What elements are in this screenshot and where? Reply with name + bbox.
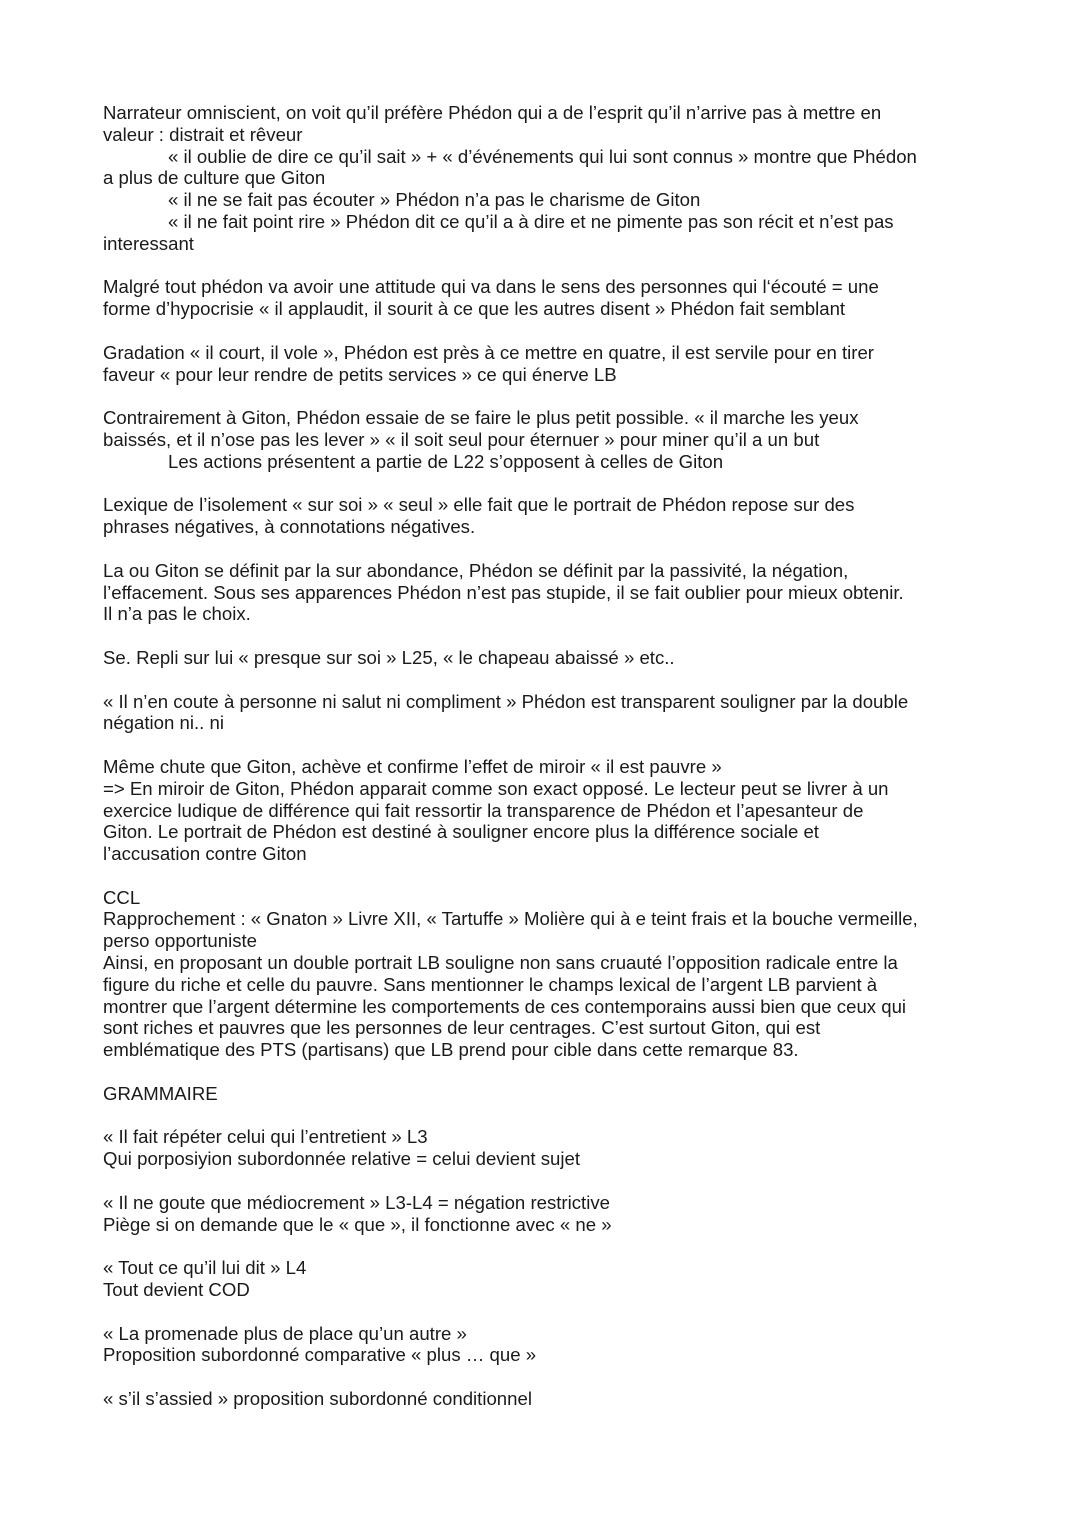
text-line: Lexique de l’isolement « sur soi » « seul » elle fait que le portrait de Phédon repose sur des — [103, 494, 855, 516]
text-line: « il ne fait point rire » Phédon dit ce qu’il a à dire et ne pimente pas son récit et n’est pas — [168, 210, 894, 232]
text-line: phrases négatives, à connotations négatives. — [103, 516, 476, 538]
text-line: GRAMMAIRE — [103, 1082, 218, 1104]
text-line: perso opportuniste — [103, 930, 258, 952]
text-line: « Il n’en coute à personne ni salut ni compliment » Phédon est transparent souligner par la double — [103, 690, 909, 712]
text-line: montrer que l’argent détermine les comportements de ces contemporains aussi bien que ceux qui — [103, 995, 907, 1017]
text-line: Piège si on demande que le « que », il fonctionne avec « ne » — [103, 1213, 612, 1235]
text-line: « il ne se fait pas écouter » Phédon n’a pas le charisme de Giton — [168, 189, 701, 211]
text-line: Gradation « il court, il vole », Phédon est près à ce mettre en quatre, il est servile pour en tirer — [103, 341, 874, 363]
paragraph — [103, 887, 983, 1061]
document-page — [103, 102, 983, 1432]
text-line: Giton. Le portrait de Phédon est destiné à souligner encore plus la différence sociale et — [103, 821, 819, 843]
text-line: « il oublie de dire ce qu’il sait » + « d’événements qui lui sont connus » montre que Phédon — [168, 145, 917, 167]
text-line: l’effacement. Sous ses apparences Phédon n’est pas stupide, il se fait oublier pour mieux obtenir. — [103, 581, 904, 603]
text-line: emblématique des PTS (partisans) que LB prend pour cible dans cette remarque 83. — [103, 1039, 799, 1061]
text-line: faveur « pour leur rendre de petits services » ce qui énerve LB — [103, 363, 617, 385]
text-line: « Il fait répéter celui qui l’entretient » L3 — [103, 1126, 428, 1148]
text-line: Contrairement à Giton, Phédon essaie de se faire le plus petit possible. « il marche les yeux — [103, 407, 859, 429]
text-line: « Il ne goute que médiocrement » L3-L4 = négation restrictive — [103, 1191, 610, 1213]
text-line: Malgré tout phédon va avoir une attitude qui va dans le sens des personnes qui l‘écouté = une — [103, 276, 879, 298]
text-line: négation ni.. ni — [103, 712, 224, 734]
text-line: l’accusation contre Giton — [103, 843, 307, 865]
paragraph — [103, 1257, 983, 1301]
text-line: a plus de culture que Giton — [103, 167, 326, 189]
paragraph — [103, 1388, 983, 1410]
text-line: sont riches et pauvres que les personnes de leur centrages. C’est surtout Giton, qui est — [103, 1017, 821, 1039]
text-line: Les actions présentent a partie de L22 s’opposent à celles de Giton — [168, 450, 724, 472]
text-line: Même chute que Giton, achève et confirme l’effet de miroir « il est pauvre » — [103, 755, 722, 777]
paragraph — [103, 1323, 983, 1367]
text-line: Narrateur omniscient, on voit qu’il préfère Phédon qui a de l’esprit qu’il n’arrive pas à mettre en — [103, 102, 882, 123]
text-line: Qui porposiyion subordonnée relative = celui devient sujet — [103, 1148, 581, 1170]
text-line: Rapprochement : « Gnaton » Livre XII, « Tartuffe » Molière qui à e teint frais et la bouche vermeille, — [103, 908, 918, 930]
paragraph — [103, 1083, 983, 1105]
paragraph — [103, 560, 983, 625]
text-line: forme d’hypocrisie « il applaudit, il sourit à ce que les autres disent » Phédon fait semblant — [103, 298, 846, 320]
text-line: Tout devient COD — [103, 1279, 250, 1301]
paragraph — [103, 342, 983, 386]
text-line: La ou Giton se définit par la sur abondance, Phédon se définit par la passivité, la négation, — [103, 559, 849, 581]
paragraph — [103, 1192, 983, 1236]
text-line: exercice ludique de différence qui fait ressortir la transparence de Phédon et l’apesanteur de — [103, 799, 864, 821]
text-line: Proposition subordonné comparative « plus … que » — [103, 1344, 537, 1366]
text-line: CCL — [103, 886, 141, 908]
paragraph — [103, 102, 983, 255]
text-line: baissés, et il n’ose pas les lever » « il soit seul pour éternuer » pour miner qu’il a un but — [103, 428, 820, 450]
text-line: Il n’a pas le choix. — [103, 603, 251, 625]
paragraph — [103, 691, 983, 735]
text-line: « La promenade plus de place qu’un autre » — [103, 1322, 467, 1344]
text-line: interessant — [103, 232, 194, 254]
paragraph — [103, 756, 983, 865]
text-line: « Tout ce qu’il lui dit » L4 — [103, 1257, 307, 1279]
text-line: figure du riche et celle du pauvre. Sans mentionner le champs lexical de l’argent LB parvient à — [103, 973, 878, 995]
paragraph — [103, 1126, 983, 1170]
text-line: Ainsi, en proposant un double portrait LB souligne non sans cruauté l’opposition radicale entre la — [103, 952, 898, 974]
text-line: Se. Repli sur lui « presque sur soi » L25, « le chapeau abaissé » etc.. — [103, 646, 675, 668]
text-line: => En miroir de Giton, Phédon apparait comme son exact opposé. Le lecteur peut se livrer à un — [103, 777, 889, 799]
paragraph — [103, 276, 983, 320]
paragraph — [103, 407, 983, 472]
text-line: valeur : distrait et rêveur — [103, 123, 303, 145]
text-line: « s’il s’assied » proposition subordonné conditionnel — [103, 1388, 532, 1410]
paragraph — [103, 494, 983, 538]
paragraph — [103, 647, 983, 669]
